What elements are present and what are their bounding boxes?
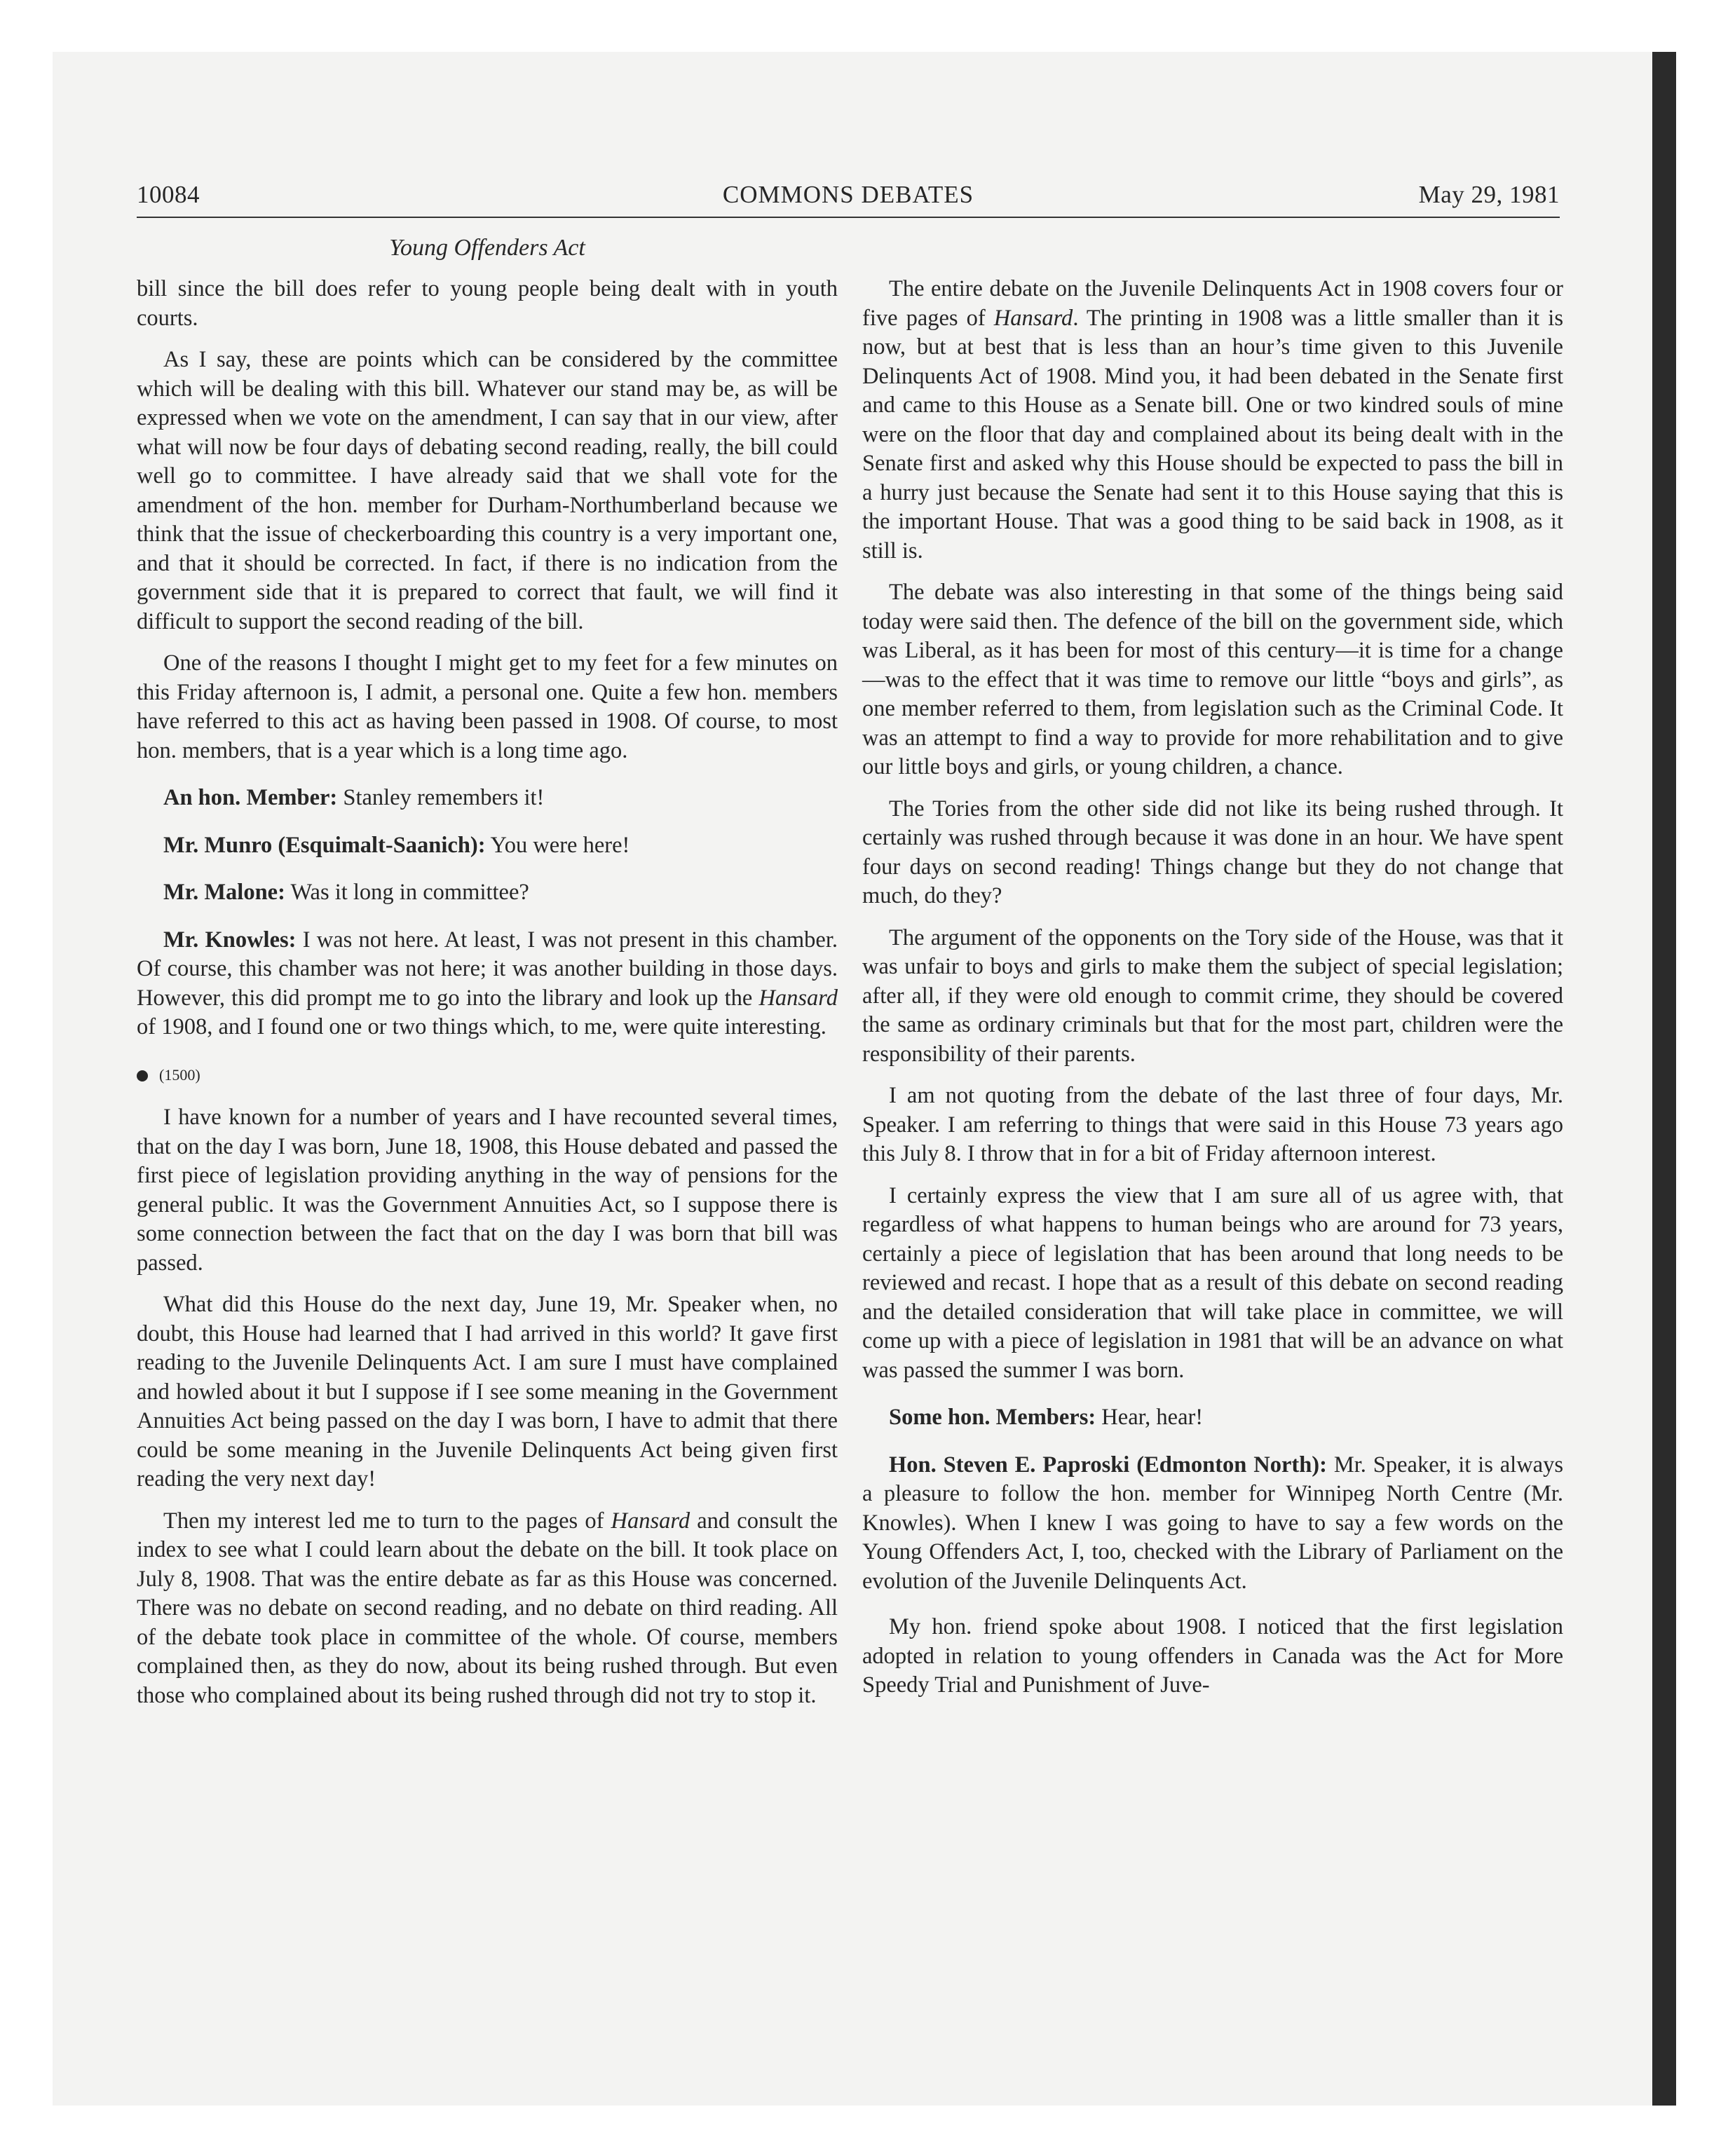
paragraph: The argument of the opponents on the Tory side of the House, was that it was unfair to boys and girls to make them the subject of special legislation; after all, if they were old enough to commit crime, they should be covered the same as ordinary criminals but that for the most part, children were the responsibility of their parents. [862,925,1563,1067]
speech-entry [862,1403,1563,1433]
speech-entry [137,784,838,813]
speech-entry [862,1451,1563,1597]
speech-text: Mr. Speaker, it is always a pleasure to follow the hon. member for Winnipeg North Centre (Mr. Knowles). When I knew I was going to have to say a few words on the Young Offenders Act, I, too, checked with the Library of Parliament on the evolution of the Juvenile Delinquents Act. [862,1452,1563,1594]
paragraph-text: and consult the index to see what I could learn about the debate on the bill. It took place on July 8, 1908. That was the entire debate as far as this House was concerned. There was no debate on second reading, and no debate on third reading. All of the debate took place in committee of the whole. Of course, members complained then, as they do now, about its being rushed through. But even those who complained about its being rushed through did not try to stop it. [137,1508,838,1708]
speech-text: I was not here. At least, I was not present in this chamber. Of course, this chamber was not here; it was another building in those days. However, this did prompt me to go into the library and look up the [137,927,838,1011]
bullet-icon [137,1070,148,1082]
speaker-name: Mr. Munro (Esquimalt-Saanich): [163,832,486,858]
paragraph: I have known for a number of years and I have recounted several times, that on the day I was born, June 18, 1908, this House debated and passed the first piece of legislation providing anything in the way of pensions for the general public. It was the Government Annuities Act, so I suppose there is some connection between the fact that on the day I was born that bill was passed. [137,1105,838,1276]
left-column [137,275,838,1723]
speaker-name: An hon. Member: [163,785,338,810]
time-marker-text: (1500) [159,1065,200,1084]
header-date: May 29, 1981 [1418,181,1560,208]
page-number: 10084 [137,181,200,208]
header-rule [137,217,1560,218]
speech-entry [137,926,838,1042]
paragraph: One of the reasons I thought I might get to my feet for a few minutes on this Friday afternoon is, I admit, a personal one. Quite a few hon. members have referred to this act as having been passed in 1908. Of course, to most hon. members, that is a year which is a long time ago. [137,650,838,763]
speech-entry [137,831,838,861]
paragraph: The Tories from the other side did not like its being rushed through. It certainly was rushed through because it was done in an hour. We have spent four days on second reading! Things change but they do not change that much, do they? [862,796,1563,908]
speaker-name: Hon. Steven E. Paproski (Edmonton North): [889,1452,1327,1478]
speech-text: Stanley remembers it! [337,785,545,810]
speaker-name: Some hon. Members: [889,1405,1096,1430]
paragraph-text: The entire debate on the Juvenile Delinquents Act in 1908 covers four or five pages of [862,276,1563,331]
paragraph-text: Then my interest led me to turn to the pages of [163,1508,611,1534]
journal-title: COMMONS DEBATES [722,181,974,208]
hansard-reference: Hansard [993,305,1073,331]
speaker-name: Mr. Malone: [163,880,285,905]
speech-text: Was it long in committee? [285,880,529,905]
paragraph: bill since the bill does refer to young people being dealt with in youth courts. [137,276,838,331]
speech-text: You were here! [485,832,630,858]
hansard-reference: Hansard [611,1508,690,1534]
right-column [862,275,1563,1713]
time-marker [137,1060,838,1090]
hansard-reference: Hansard [758,985,838,1011]
speaker-name: Mr. Knowles: [163,927,297,953]
paragraph: The debate was also interesting in that some of the things being said today were said then. The defence of the bill on the government side, which was Liberal, as it has been for most of this century—it is time for a change—was to the effect that it was time to remove our little “boys and girls”, as one member referred to them, from legislation such as the Criminal Code. It was an attempt to find a way to provide for more rehabilitation and to give our little boys and girls, or young children, a chance. [862,580,1563,779]
paragraph: My hon. friend spoke about 1908. I noticed that the first legislation adopted in relation to young offenders in Canada was the Act for More Speedy Trial and Punishment of Juve- [862,1614,1563,1698]
paragraph: I am not quoting from the debate of the last three of four days, Mr. Speaker. I am referring to things that were said in this House 73 years ago this July 8. I throw that in for a bit of Friday afternoon interest. [862,1083,1563,1166]
paragraph [862,275,1563,566]
paragraph-text: . The printing in 1908 was a little smaller than it is now, but at best that is less than an hour’s time given to this Juvenile Delinquents Act of 1908. Mind you, it had been debated in the Senate first and came to this House as a Senate bill. One or two kindred souls of mine were on the floor that day and complained about its being dealt with in the Senate first and asked why this House should be expected to pass the bill in a hurry just because the Senate had sent it to this House saying that this is the important House. That was a good thing to be said back in 1908, as it still is. [862,305,1563,564]
speech-entry [137,878,838,908]
paragraph: What did this House do the next day, June 19, Mr. Speaker when, no doubt, this House had learned that I had arrived in this world? It gave first reading to the Juvenile Delinquents Act. I am sure I must have complained and howled about it but I suppose if I see some meaning in the Government Annuities Act being passed on the day I was born, I have to admit that there could be some meaning in the Juvenile Delinquents Act being given first reading the very next day! [137,1292,838,1492]
speech-text: Hear, hear! [1096,1405,1204,1430]
speech-text: of 1908, and I found one or two things which, to me, were quite interesting. [137,1014,826,1039]
paragraph [137,1507,838,1711]
section-title: Young Offenders Act [389,235,585,261]
paragraph: As I say, these are points which can be considered by the committee which will be dealing with this bill. Whatever our stand may be, as will be expressed when we vote on the amendment, I can say that in our view, after what will now be four days of debating second reading, really, the bill could well go to committee. I have already said that we shall vote for the amendment of the hon. member for Durham-Northumberland because we think that the issue of checkerboarding this country is a very important one, and that it should be corrected. In fact, if there is no indication from the government side that it is prepared to correct that fault, we will find it difficult to support the second reading of the bill. [137,347,838,634]
paragraph: I certainly express the view that I am sure all of us agree with, that regardless of what happens to human beings who are around for 73 years, certainly a piece of legislation that has been around that long needs to be reviewed and recast. I hope that as a result of this debate on second reading and the detailed consideration that will take place in committee, we will come up with a piece of legislation in 1981 that will be an advance on what was passed the summer I was born. [862,1182,1563,1383]
scan-edge-shadow [1652,52,1676,2106]
